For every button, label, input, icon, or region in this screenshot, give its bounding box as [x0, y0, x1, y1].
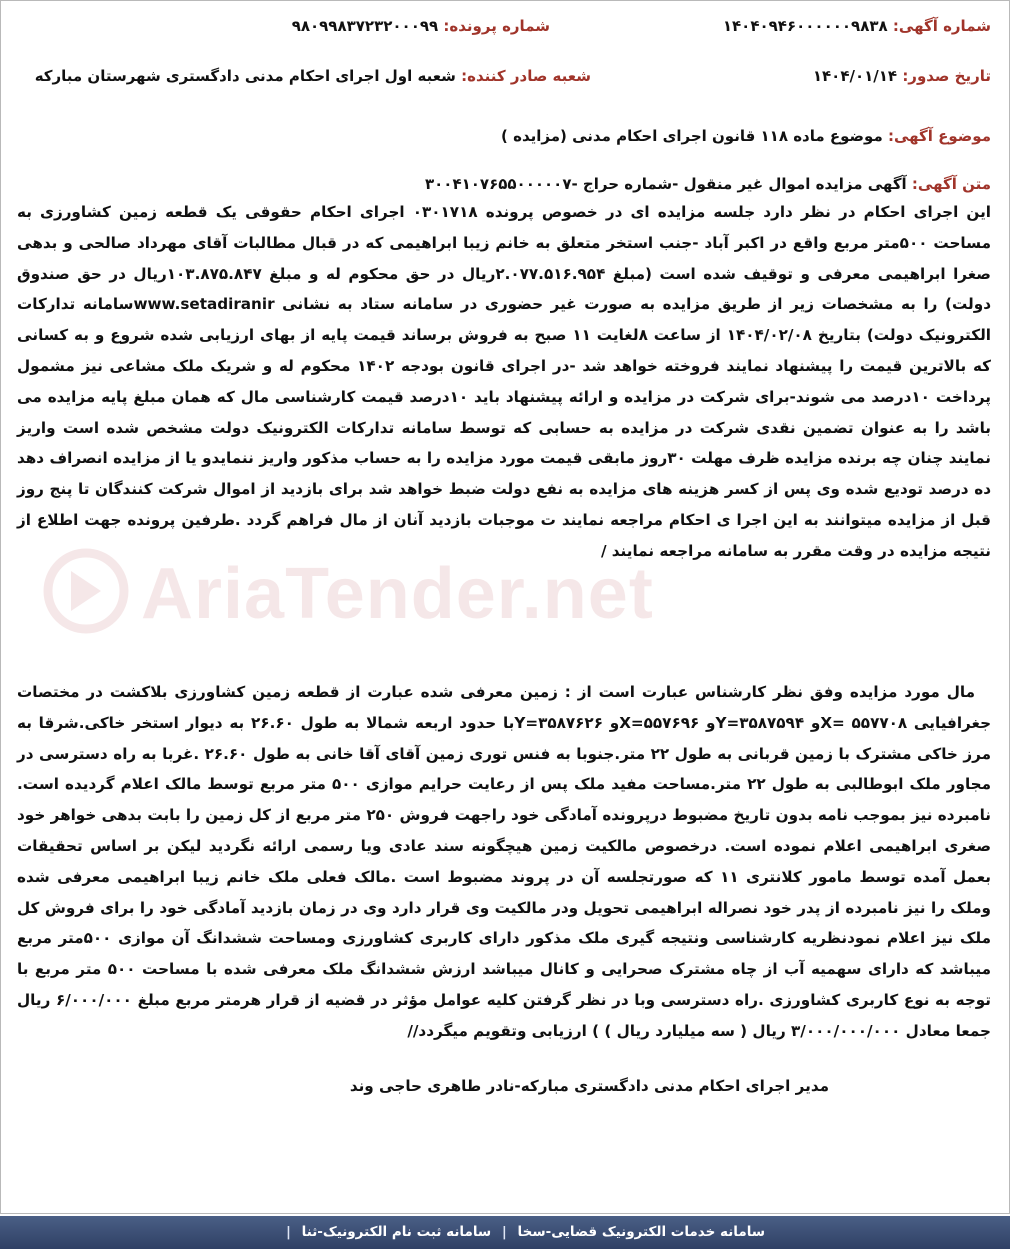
- footer-link-sakha[interactable]: سامانه خدمات الکترونیک قضایی-سخا: [517, 1224, 766, 1240]
- footer-separator: |: [501, 1224, 507, 1240]
- footer-bar: [0, 1216, 1010, 1249]
- text-label: متن آگهی:: [911, 175, 991, 193]
- subject-block: [501, 125, 991, 147]
- announcement-paragraph-2: مال مورد مزایده وفق نظر کارشناس عبارت است از : زمین معرفی شده عبارت از قطعه زمین کشاورزی بلاکشت در مختصات جغرافیایی X= ۵۵۷۷۰۸و Y=۳۵۸۷۵۹۴و X=۵۵۷۶۹۶و Y=۳۵۸۷۶۲۶با حدود اربعه شمالا به طول ۲۶.۶۰ به دیوار استخر خاکی.شرقا به مرز خاکی مشترک با زمین قربانی به طول ۲۲ متر.جنوبا به فنس توری زمین آقای آقا خانی به طول ۲۶.۶۰ .غربا به راه دسترسی در مجاور ملک ابوطالبی به طول ۲۲ متر.مساحت مفید ملک پس از رعایت حرایم موازی ۵۰۰ متر مربع توسط مالک اعلام گردیده است. نامبرده نیز بموجب نامه بدون تاریخ مضبوط درپرونده آمادگی خود راجهت فروش ۲۵۰ متر مربع از کل زمین را بابت بدهی خواهر خود صغری ابراهیمی اعلام نموده است. درخصوص مالکیت زمین هیچگونه سند عادی ویا رسمی ارائه نگردید لیکن بر اساس تحقیقات بعمل آمده توسط مامور کلانتری ۱۱ که صورتجلسه آن در پروند مضبوط است .مالک فعلی ملک خانم زیبا ابراهیمی معرفی شده وملک را نیز نامبرده از پدر خود نصراله ابراهیمی تحویل ودر مالکیت وی قرار دارد وی در زمان بازدید آمادگی خود را برای فروش کل ملک نیز اعلام نمودنظریه کارشناسی ونتیجه گیری ملک مذکور دارای کاربری کشاورزی ومساحت ششدانگ آن موازی ۵۰۰متر مربع میباشد که دارای سهمیه آب از چاه مشترک صحرایی و کانال میباشد ارزش ششدانگ ملک معرفی شده با مساحت ۵۰۰ متر مربع با توجه به نوع کاربری کشاورزی .راه دسترسی وبا در نظر گرفتن کلیه عوامل مؤثر در قضیه از قرار هرمتر مربع مبلغ ۶/۰۰۰/۰۰۰ ریال جمعا معادل ۳/۰۰۰/۰۰۰/۰۰۰ ریال ( سه میلیارد ریال ) ) ارزیابی وتقویم میگردد//: [17, 683, 992, 1040]
- text-title-block: [425, 173, 991, 195]
- case-number-label: شماره پرونده:: [443, 17, 550, 35]
- issuing-branch-block: [35, 65, 591, 87]
- text-title: آگهی مزایده اموال غیر منقول -شماره حراج -۳۰۰۴۱۰۷۶۵۵۰۰۰۰۰۷: [425, 175, 907, 193]
- announcement-paragraph-1: این اجرای احکام در نظر دارد جلسه مزایده ای در خصوص پرونده ۰۳۰۱۷۱۸ اجرای احکام حقوقی یک قطعه زمین کشاورزی به مساحت ۵۰۰متر مربع واقع در اکبر آباد -جنب استخر متعلق به خانم زیبا ابراهیمی که در قبال مطالبات آقای مهرداد صالحی و بدهی صغرا ابراهیمی معرفی و توقیف شده است (مبلغ ۲.۰۷۷.۵۱۶.۹۵۴ریال در حق محکوم له و مبلغ ۱۰۳.۸۷۵.۸۴۷ریال در حق صندوق دولت) را به مشخصات زیر از طریق مزایده به صورت غیر حضوری در سامانه ستاد به نشانی www.setadiranirسامانه تدارکات الکترونیک دولت) بتاریخ ۱۴۰۴/۰۲/۰۸ از ساعت ۸لغایت ۱۱ صبح به فروش برساند قیمت پایه از بهای ارزیابی شده شروع و به کسانی که بالاترین قیمت را پیشنهاد نمایند فروخته خواهد شد -در اجرای قانون بودجه ۱۴۰۲ محکوم له و شریک ملک مشاعی نیز مشمول پرداخت ۱۰درصد می شوند-برای شرکت در مزایده و ارائه پیشنهاد باید ۱۰درصد قیمت کارشناسی مال که همان مبلغ پایه مزایده می باشد را به عنوان تضمین نقدی شرکت در مزایده به حسابی که توسط سامانه تدارکات الکترونیک دولت مشخص شده است واریز نمایند چنان چه برنده مزایده ظرف مهلت ۳۰روز مابقی قیمت مورد مزایده را به حساب مذکور واریز ننمایدو یا از مزایده انصراف دهد ده درصد تودیع شده وی پس از کسر هزینه های مزایده به نفع دولت ضبط خواهد شد برای بازدید از اموال شرکت کنندگان تا پنج روز قبل از مزایده میتوانند به این اجرا ی احکام مراجعه نمایند ت موجبات بازدید آنان از مال فراهم گردد .طرفین پرونده جهت اطلاع از نتیجه مزایده در وقت مقرر به سامانه مراجعه نمایند /: [17, 203, 992, 560]
- subject-label: موضوع آگهی:: [887, 127, 991, 145]
- footer-links: [280, 1216, 765, 1249]
- signature-line: مدیر اجرای احکام مدنی دادگستری مبارکه-نادر طاهری حاجی وند: [349, 1077, 829, 1095]
- case-number-value: ۹۸۰۹۹۸۳۷۲۳۲۰۰۰۹۹: [291, 17, 439, 35]
- case-number-block: [292, 15, 550, 37]
- watermark-text: AriaTender.net: [141, 554, 654, 634]
- ad-number-label: شماره آگهی:: [892, 17, 991, 35]
- ad-number-value: ۱۴۰۴۰۹۴۶۰۰۰۰۰۰۹۸۳۸: [722, 17, 888, 35]
- issue-date-value: ۱۴۰۴/۰۱/۱۴: [812, 67, 898, 85]
- ad-number-block: [723, 15, 991, 37]
- subject-value: موضوع ماده ۱۱۸ قانون اجرای احکام مدنی (مزایده ): [501, 127, 883, 145]
- issue-date-label: تاریخ صدور:: [902, 67, 991, 85]
- issue-date-block: [813, 65, 991, 87]
- issuing-branch-label: شعبه صادر کننده:: [461, 67, 591, 85]
- footer-separator-trailing: |: [286, 1224, 291, 1240]
- issuing-branch-value: شعبه اول اجرای احکام مدنی دادگستری شهرستان مبارکه: [34, 67, 456, 85]
- footer-link-sana[interactable]: سامانه ثبت نام الکترونیک-ثنا: [301, 1224, 492, 1240]
